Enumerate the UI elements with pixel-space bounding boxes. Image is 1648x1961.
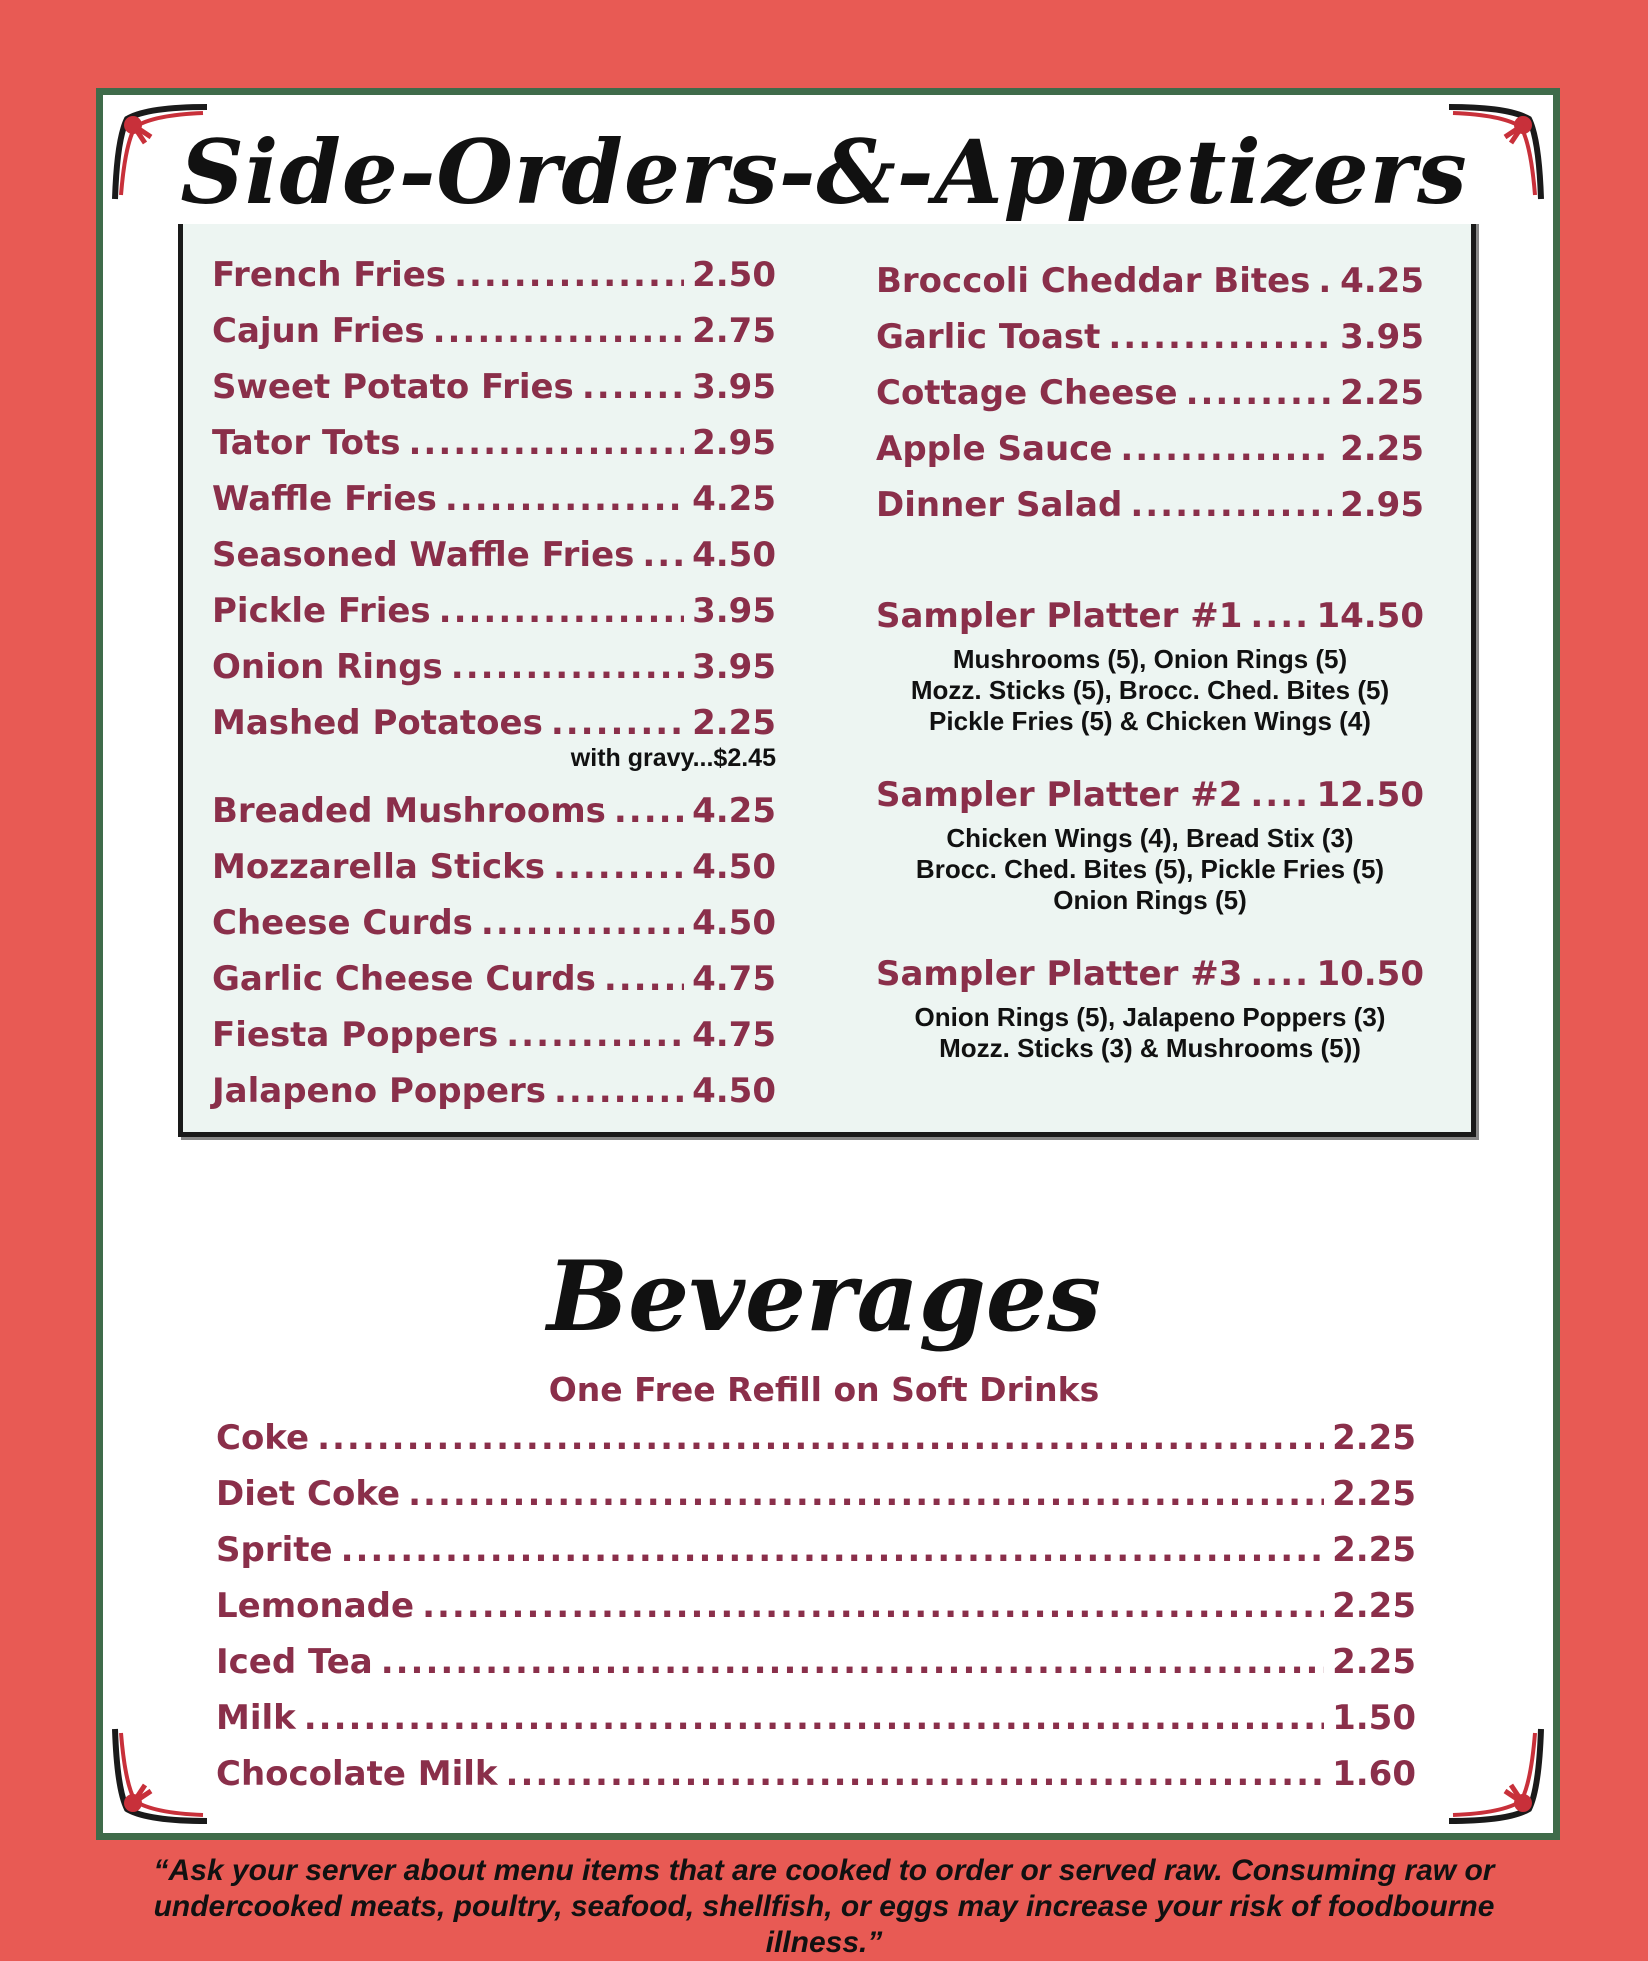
- dot-leader: [506, 1754, 1325, 1794]
- item-name: French Fries: [212, 255, 447, 295]
- menu-item: [212, 255, 776, 295]
- gravy-note: with gravy...$2.45: [570, 744, 776, 772]
- menu-item: [212, 703, 776, 743]
- menu-item: [216, 1418, 1416, 1458]
- item-name: Milk: [216, 1698, 296, 1738]
- item-price: 1.60: [1332, 1754, 1416, 1794]
- menu-item: [212, 959, 776, 999]
- menu-item: [876, 261, 1424, 301]
- dot-leader: [433, 311, 685, 351]
- item-price: 4.25: [1340, 261, 1424, 301]
- item-name: Sampler Platter #1: [876, 596, 1243, 636]
- item-name: Cheese Curds: [212, 903, 473, 943]
- dot-leader: [1318, 261, 1332, 301]
- item-name: Garlic Toast: [876, 317, 1101, 357]
- menu-item: [212, 535, 776, 575]
- menu-item: [876, 775, 1424, 815]
- item-name: Mashed Potatoes: [212, 703, 543, 743]
- platter-contents-line: Onion Rings (5): [1053, 885, 1247, 915]
- platter-contents-line: Pickle Fries (5) & Chicken Wings (4): [929, 706, 1371, 736]
- item-price: 4.25: [692, 791, 776, 831]
- item-price: 4.75: [692, 1015, 776, 1055]
- item-name: Seasoned Waffle Fries: [212, 535, 635, 575]
- platter-contents-line: Onion Rings (5), Jalapeno Poppers (3): [914, 1002, 1386, 1032]
- menu-item: [216, 1642, 1416, 1682]
- platter-contents-line: Mushrooms (5), Onion Rings (5): [952, 644, 1348, 674]
- menu-item: [212, 311, 776, 351]
- dot-leader: [481, 903, 684, 943]
- dot-leader: [1130, 485, 1332, 525]
- item-price: 2.25: [1332, 1474, 1416, 1514]
- menu-item: [216, 1754, 1416, 1794]
- dot-leader: [642, 535, 684, 575]
- dot-leader: [454, 255, 684, 295]
- menu-item: [212, 1015, 776, 1055]
- menu-item: [212, 1071, 776, 1111]
- dot-leader: [381, 1642, 1324, 1682]
- item-name: Onion Rings: [212, 647, 443, 687]
- dot-leader: [1250, 954, 1308, 994]
- item-price: 2.25: [1332, 1586, 1416, 1626]
- beverages-title: Beverages: [546, 1240, 1102, 1353]
- dot-leader: [451, 647, 684, 687]
- dot-leader: [554, 1071, 684, 1111]
- item-name: Chocolate Milk: [216, 1754, 498, 1794]
- item-name: Breaded Mushrooms: [212, 791, 606, 831]
- menu-item: [876, 485, 1424, 525]
- item-price: 3.95: [692, 367, 776, 407]
- dot-leader: [1250, 775, 1308, 815]
- dot-leader: [1108, 317, 1332, 357]
- item-price: 1.50: [1332, 1698, 1416, 1738]
- item-price: 14.50: [1316, 596, 1424, 636]
- corner-ribbon-ornament: [1439, 1719, 1549, 1829]
- dot-leader: [1250, 596, 1308, 636]
- item-price: 2.95: [692, 423, 776, 463]
- item-name: Diet Coke: [216, 1474, 401, 1514]
- item-price: 4.50: [692, 903, 776, 943]
- item-name: Iced Tea: [216, 1642, 373, 1682]
- item-name: Waffle Fries: [212, 479, 437, 519]
- menu-item: [216, 1474, 1416, 1514]
- item-price: 4.25: [692, 479, 776, 519]
- menu-item: [876, 954, 1424, 994]
- item-name: Sprite: [216, 1530, 333, 1570]
- item-price: 2.25: [692, 703, 776, 743]
- menu-item: [216, 1698, 1416, 1738]
- menu-item: [876, 317, 1424, 357]
- dot-leader: [408, 1474, 1324, 1514]
- item-name: Dinner Salad: [876, 485, 1123, 525]
- menu-item: [212, 847, 776, 887]
- item-name: Fiesta Poppers: [212, 1015, 499, 1055]
- item-name: Mozzarella Sticks: [212, 847, 546, 887]
- item-price: 2.25: [1332, 1530, 1416, 1570]
- item-price: 4.50: [692, 535, 776, 575]
- item-price: 2.75: [692, 311, 776, 351]
- dot-leader: [1186, 373, 1333, 413]
- item-price: 2.95: [1340, 485, 1424, 525]
- item-price: 3.95: [1340, 317, 1424, 357]
- menu-item: [212, 647, 776, 687]
- platter-contents-line: Brocc. Ched. Bites (5), Pickle Fries (5): [915, 854, 1385, 884]
- dot-leader: [614, 791, 684, 831]
- dot-leader: [439, 591, 684, 631]
- platter-contents-line: Chicken Wings (4), Bread Stix (3): [946, 823, 1354, 853]
- menu-item: [876, 596, 1424, 636]
- item-price: 3.95: [692, 647, 776, 687]
- item-name: Pickle Fries: [212, 591, 431, 631]
- item-price: 2.50: [692, 255, 776, 295]
- dot-leader: [506, 1015, 684, 1055]
- item-price: 10.50: [1316, 954, 1424, 994]
- dot-leader: [304, 1698, 1324, 1738]
- item-price: 2.25: [1332, 1642, 1416, 1682]
- dot-leader: [553, 847, 684, 887]
- menu-item: [876, 373, 1424, 413]
- item-name: Apple Sauce: [876, 429, 1113, 469]
- item-price: 4.75: [692, 959, 776, 999]
- item-price: 2.25: [1332, 1418, 1416, 1458]
- corner-ribbon-ornament: [107, 1719, 217, 1829]
- platter-contents-line: Mozz. Sticks (3) & Mushrooms (5)): [939, 1033, 1361, 1063]
- menu-item: [212, 423, 776, 463]
- menu-item: [212, 367, 776, 407]
- item-name: Sampler Platter #3: [876, 954, 1243, 994]
- dot-leader: [422, 1586, 1324, 1626]
- dot-leader: [317, 1418, 1324, 1458]
- platter-contents-line: Mozz. Sticks (5), Brocc. Ched. Bites (5): [910, 675, 1390, 705]
- item-name: Coke: [216, 1418, 310, 1458]
- item-price: 2.25: [1340, 373, 1424, 413]
- menu-item: [212, 479, 776, 519]
- item-price: 4.50: [692, 1071, 776, 1111]
- menu-item: [876, 429, 1424, 469]
- dot-leader: [1120, 429, 1332, 469]
- dot-leader: [604, 959, 684, 999]
- menu-item: [212, 591, 776, 631]
- menu-item: [212, 903, 776, 943]
- dot-leader: [409, 423, 685, 463]
- dot-leader: [341, 1530, 1325, 1570]
- sides-title: Side-Orders-&-Appetizers: [0, 120, 1648, 224]
- item-name: Jalapeno Poppers: [212, 1071, 547, 1111]
- menu-item: [216, 1530, 1416, 1570]
- item-name: Tator Tots: [212, 423, 401, 463]
- item-price: 12.50: [1316, 775, 1424, 815]
- item-price: 2.25: [1340, 429, 1424, 469]
- item-price: 3.95: [692, 591, 776, 631]
- item-name: Sweet Potato Fries: [212, 367, 574, 407]
- dot-leader: [582, 367, 684, 407]
- item-name: Lemonade: [216, 1586, 415, 1626]
- item-name: Cajun Fries: [212, 311, 425, 351]
- menu-item: [212, 791, 776, 831]
- item-price: 4.50: [692, 847, 776, 887]
- item-name: Sampler Platter #2: [876, 775, 1243, 815]
- food-safety-disclaimer: “Ask your server about menu items that are cooked to order or served raw. Consuming raw or undercooked meats, poultry, seafood, shellfish, or eggs may increase your risk of foodbourne illness.”: [153, 1854, 1495, 1959]
- beverages-subtitle: One Free Refill on Soft Drinks: [548, 1370, 1100, 1409]
- dot-leader: [445, 479, 684, 519]
- menu-item: [216, 1586, 1416, 1626]
- dot-leader: [551, 703, 684, 743]
- item-name: Cottage Cheese: [876, 373, 1178, 413]
- item-name: Garlic Cheese Curds: [212, 959, 596, 999]
- item-name: Broccoli Cheddar Bites: [876, 261, 1311, 301]
